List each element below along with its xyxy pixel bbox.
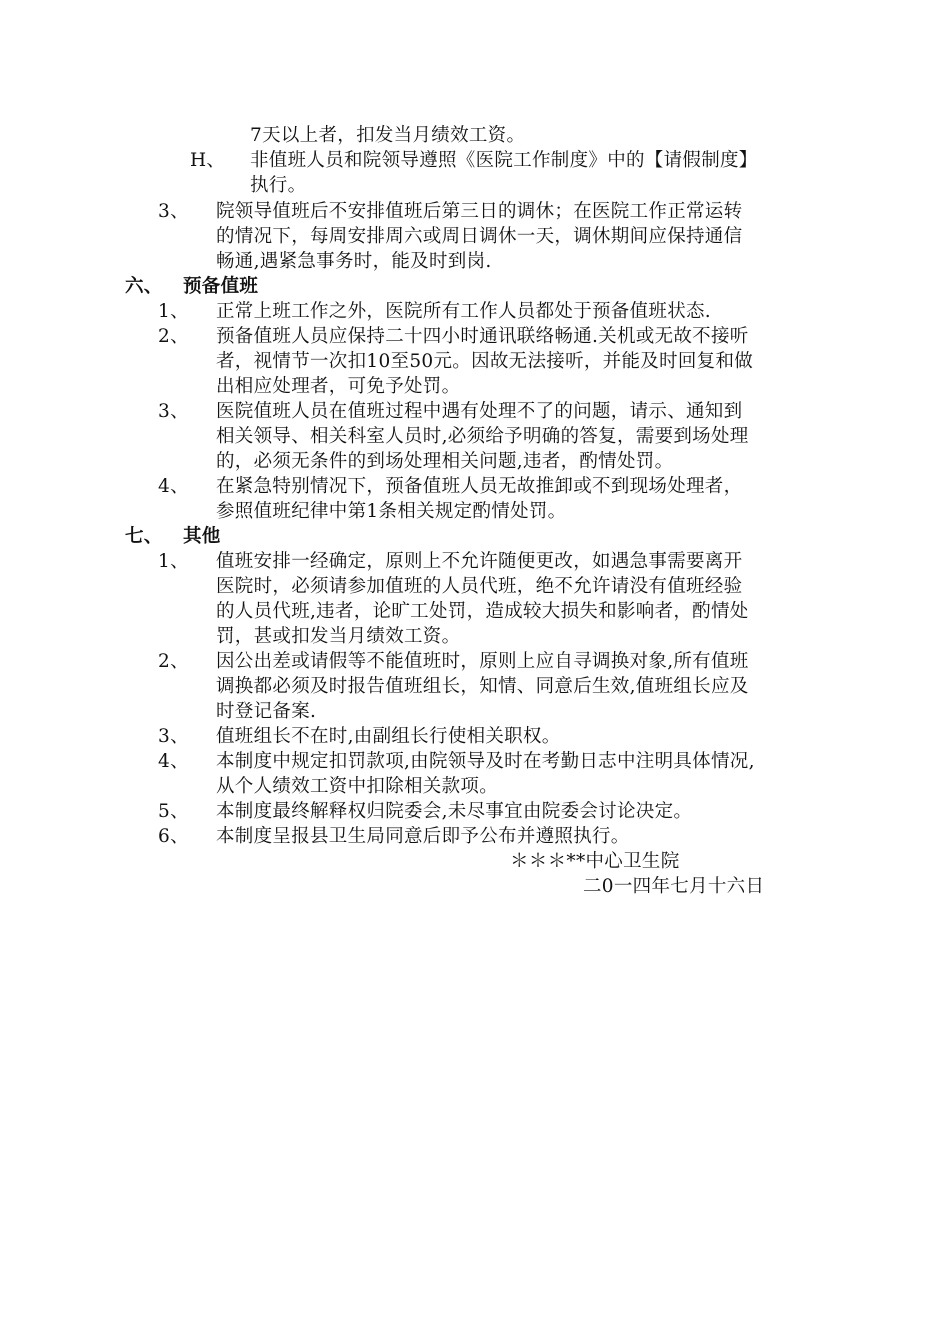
paragraph-line: 值班安排一经确定，原则上不允许随便更改，如遇急事需要离开: [216, 551, 743, 572]
paragraph-line: 畅通,遇紧急事务时，能及时到岗.: [216, 251, 492, 272]
item-number: 2、: [158, 326, 189, 347]
paragraph-line: 医院时，必须请参加值班的人员代班，绝不允许请没有值班经验: [216, 576, 743, 597]
section-number: 六、: [125, 276, 163, 297]
paragraph-line: 医院值班人员在值班过程中遇有处理不了的问题，请示、通知到: [216, 401, 743, 422]
paragraph-line: 罚，甚或扣发当月绩效工资。: [216, 626, 461, 647]
paragraph-line: 在紧急特别情况下，预备值班人员无故推卸或不到现场处理者，: [216, 476, 743, 497]
paragraph-line: 因公出差或请假等不能值班时，原则上应自寻调换对象,所有值班: [216, 651, 749, 672]
paragraph-line: 值班组长不在时,由副组长行使相关职权。: [216, 726, 561, 747]
paragraph-line: 执行。: [250, 175, 307, 196]
section-title: 预备值班: [183, 276, 259, 297]
paragraph-line: 院领导值班后不安排值班后第三日的调休；在医院工作正常运转: [216, 201, 743, 222]
paragraph-line: 预备值班人员应保持二十四小时通讯联络畅通.关机或无故不接听: [216, 326, 749, 347]
item-number: 6、: [158, 826, 189, 847]
section-title: 其他: [183, 526, 221, 547]
item-number: 5、: [158, 801, 189, 822]
item-number: 4、: [158, 751, 189, 772]
paragraph-line: 出相应处理者，可免予处罚。: [216, 376, 461, 397]
signature-organization: ＊＊＊**中心卫生院: [510, 851, 680, 872]
item-number: 4、: [158, 476, 189, 497]
paragraph-line: 者，视情节一次扣10至50元。因故无法接听，并能及时回复和做: [216, 351, 754, 372]
item-number: 3、: [158, 726, 189, 747]
paragraph-line: 本制度最终解释权归院委会,未尽事宜由院委会讨论决定。: [216, 801, 693, 822]
section-number: 七、: [125, 526, 163, 547]
signature-date: 二0一四年七月十六日: [583, 876, 765, 897]
paragraph-line: 相关领导、相关科室人员时,必须给予明确的答复，需要到场处理: [216, 426, 749, 447]
paragraph-line: 7天以上者，扣发当月绩效工资。: [250, 125, 526, 146]
paragraph-line: 的情况下，每周安排周六或周日调休一天，调休期间应保持通信: [216, 226, 743, 247]
paragraph-line: 的，必须无条件的到场处理相关问题,违者，酌情处罚。: [216, 451, 674, 472]
item-number: 3、: [158, 401, 189, 422]
item-number: 1、: [158, 551, 189, 572]
paragraph-line: 正常上班工作之外，医院所有工作人员都处于预备值班状态.: [216, 301, 711, 322]
paragraph-line: 参照值班纪律中第1条相关规定酌情处罚。: [216, 501, 567, 522]
paragraph-line: 本制度中规定扣罚款项,由院领导及时在考勤日志中注明具体情况,: [216, 751, 755, 772]
item-number: 2、: [158, 651, 189, 672]
paragraph-line: 时登记备案.: [216, 701, 317, 722]
item-number: 3、: [158, 201, 189, 222]
paragraph-line: 非值班人员和院领导遵照《医院工作制度》中的【请假制度】: [250, 150, 758, 171]
paragraph-line: 从个人绩效工资中扣除相关款项。: [216, 776, 499, 797]
paragraph-line: 本制度呈报县卫生局同意后即予公布并遵照执行。: [216, 826, 630, 847]
item-number: 1、: [158, 301, 189, 322]
paragraph-line: 调换都必须及时报告值班组长，知情、同意后生效,值班组长应及: [216, 676, 749, 697]
item-number: H、: [190, 150, 226, 171]
paragraph-line: 的人员代班,违者，论旷工处罚，造成较大损失和影响者，酌情处: [216, 601, 749, 622]
